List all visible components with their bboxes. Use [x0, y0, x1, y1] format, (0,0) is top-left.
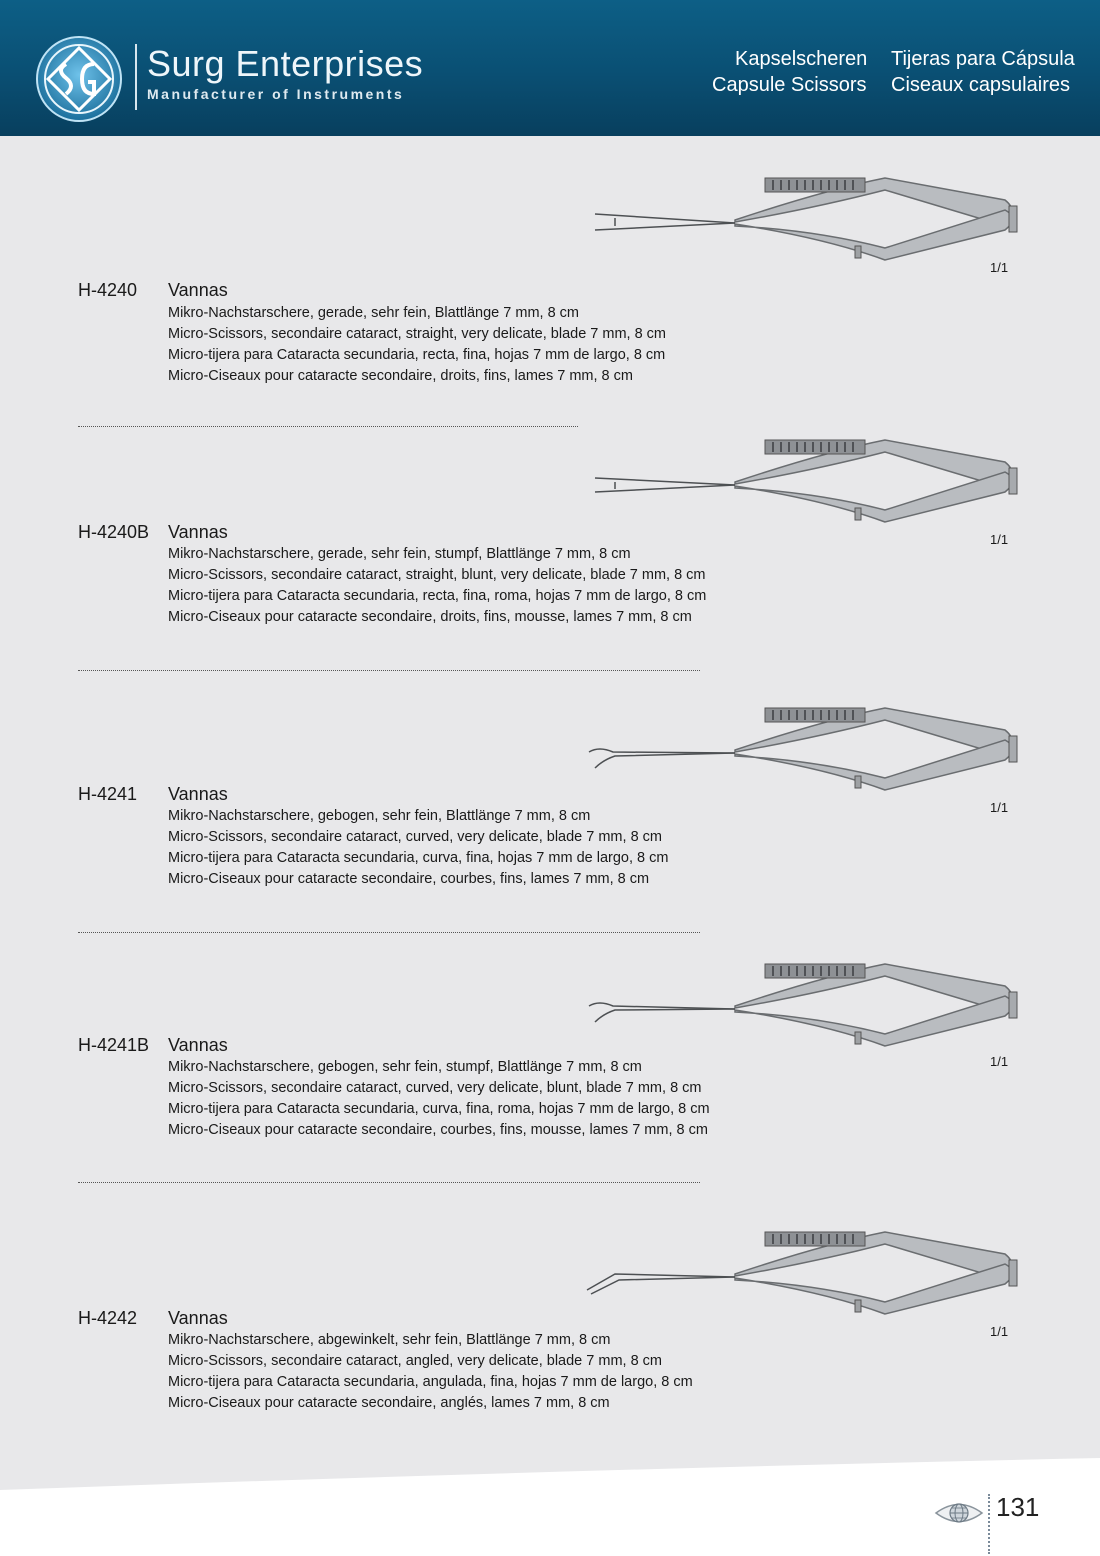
brand-tagline: Manufacturer of Instruments — [147, 86, 405, 102]
product-name: Vannas — [168, 280, 228, 300]
description-french: Micro-Ciseaux pour cataracte secondaire, courbes, fins, lames 7 mm, 8 cm — [168, 871, 650, 887]
description-french: Micro-Ciseaux pour cataracte secondaire, droits, fins, mousse, lames 7 mm, 8 cm — [168, 609, 692, 625]
scale-label: 1/1 — [990, 1054, 1009, 1069]
page-header — [0, 0, 1100, 136]
description-english: Micro-Scissors, secondaire cataract, angled, very delicate, blade 7 mm, 8 cm — [168, 1353, 663, 1369]
description-french: Micro-Ciseaux pour cataracte secondaire, droits, fins, lames 7 mm, 8 cm — [168, 368, 633, 384]
description-french: Micro-Ciseaux pour cataracte secondaire, anglés, lames 7 mm, 8 cm — [168, 1395, 610, 1411]
scale-label: 1/1 — [990, 532, 1009, 547]
description-english: Micro-Scissors, secondaire cataract, straight, blunt, very delicate, blade 7 mm, 8 cm — [168, 567, 706, 583]
product-code: H-4242 — [78, 1308, 138, 1328]
title-english: Capsule Scissors — [712, 74, 867, 96]
product-description — [168, 544, 706, 628]
description-german: Mikro-Nachstarschere, gebogen, sehr fein, stumpf, Blattlänge 7 mm, 8 cm — [168, 1059, 642, 1075]
scissors-image — [585, 422, 1030, 552]
description-german: Mikro-Nachstarschere, abgewinkelt, sehr fein, Blattlänge 7 mm, 8 cm — [168, 1332, 611, 1348]
scale-label: 1/1 — [990, 800, 1009, 815]
product-description — [168, 806, 668, 890]
description-english: Micro-Scissors, secondaire cataract, curved, very delicate, blunt, blade 7 mm, 8 cm — [168, 1080, 702, 1096]
page-number: 131 — [996, 1492, 1040, 1522]
brand-name: Surg Enterprises — [147, 43, 424, 84]
product-name: Vannas — [168, 1035, 228, 1055]
product-code: H-4240 — [78, 280, 138, 300]
scissors-image — [585, 1214, 1030, 1344]
separator-line — [78, 426, 578, 427]
description-spanish: Micro-tijera para Cataracta secundaria, angulada, fina, hojas 7 mm de largo, 8 cm — [168, 1374, 693, 1390]
product-name: Vannas — [168, 522, 228, 542]
separator-line — [78, 932, 700, 933]
description-french: Micro-Ciseaux pour cataracte secondaire, courbes, fins, mousse, lames 7 mm, 8 cm — [168, 1122, 708, 1138]
title-french: Ciseaux capsulaires — [891, 74, 1070, 96]
description-english: Micro-Scissors, secondaire cataract, straight, very delicate, blade 7 mm, 8 cm — [168, 326, 667, 342]
scale-label: 1/1 — [990, 1324, 1009, 1339]
description-spanish: Micro-tijera para Cataracta secundaria, recta, fina, hojas 7 mm de largo, 8 cm — [168, 347, 666, 363]
page-number-divider — [988, 1494, 990, 1554]
scissors-image — [585, 160, 1030, 290]
description-english: Micro-Scissors, secondaire cataract, curved, very delicate, blade 7 mm, 8 cm — [168, 829, 662, 845]
product-code: H-4240B — [78, 522, 150, 542]
brand-block — [135, 44, 423, 110]
product-description — [168, 303, 666, 387]
description-german: Mikro-Nachstarschere, gerade, sehr fein, Blattlänge 7 mm, 8 cm — [168, 305, 579, 321]
title-german: Kapselscheren — [735, 48, 868, 70]
description-german: Mikro-Nachstarschere, gerade, sehr fein, stumpf, Blattlänge 7 mm, 8 cm — [168, 546, 631, 562]
separator-line — [78, 1182, 700, 1183]
description-spanish: Micro-tijera para Cataracta secundaria, curva, fina, hojas 7 mm de largo, 8 cm — [168, 850, 669, 866]
se-monogram-logo — [34, 34, 124, 124]
product-name: Vannas — [168, 784, 228, 804]
separator-line — [78, 670, 700, 671]
scale-label: 1/1 — [990, 260, 1009, 275]
description-german: Mikro-Nachstarschere, gebogen, sehr fein, Blattlänge 7 mm, 8 cm — [168, 808, 591, 824]
description-spanish: Micro-tijera para Cataracta secundaria, curva, fina, roma, hojas 7 mm de largo, 8 cm — [168, 1101, 710, 1117]
title-spanish: Tijeras para Cápsula — [891, 48, 1075, 70]
eye-globe-icon — [934, 1500, 984, 1526]
product-description — [168, 1330, 693, 1414]
product-code: H-4241B — [78, 1035, 150, 1055]
product-code: H-4241 — [78, 784, 138, 804]
product-description — [168, 1057, 710, 1141]
scissors-image — [585, 690, 1030, 820]
description-spanish: Micro-tijera para Cataracta secundaria, recta, fina, roma, hojas 7 mm de largo, 8 cm — [168, 588, 707, 604]
product-name: Vannas — [168, 1308, 228, 1328]
